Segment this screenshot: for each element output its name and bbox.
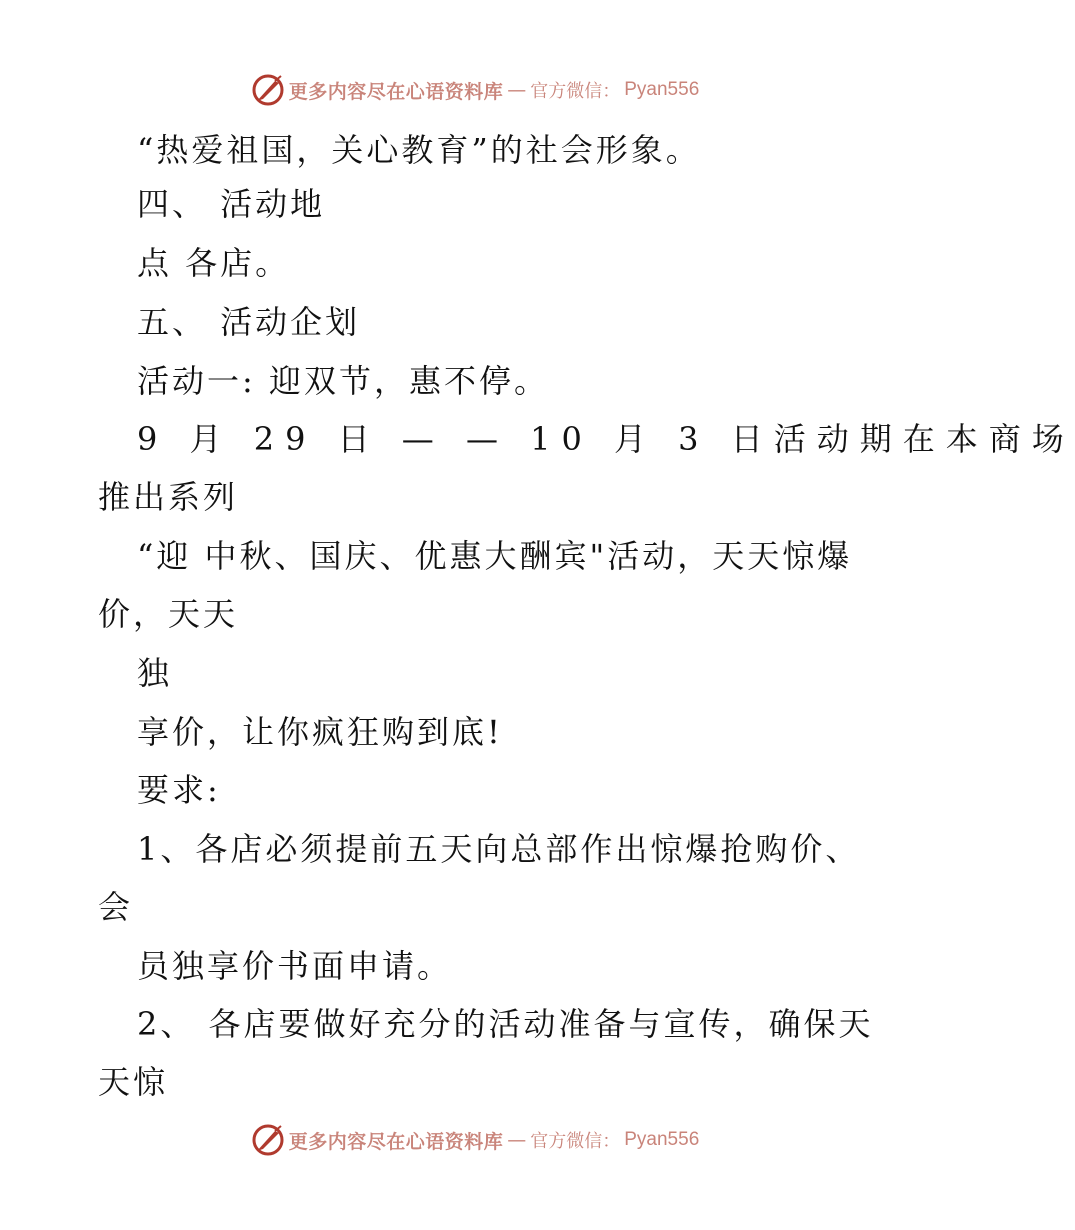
header-watermark xyxy=(0,70,950,110)
text-line: 推出系列 xyxy=(98,478,239,516)
quill-logo-icon xyxy=(251,1123,285,1157)
watermark-main-text: 更多内容尽在心语资料库 xyxy=(288,1130,504,1153)
text-line: “热爱祖国，关心教育”的社会形象。 xyxy=(137,131,701,169)
section-heading: 四、 活动地 xyxy=(137,185,326,223)
text-line: 员独享价书面申请。 xyxy=(137,947,453,985)
text-line: 要求: xyxy=(137,771,221,809)
watermark-wechat-label: 官方微信： xyxy=(530,1131,621,1152)
text-line: 活动一: 迎双节，惠不停。 xyxy=(137,362,549,400)
text-line: 点 各店。 xyxy=(137,244,291,282)
text-line: 独 xyxy=(137,654,173,692)
section-heading: 五、 活动企划 xyxy=(137,303,361,341)
text-line: 9 月 29 日 — — 10 月 3 日活动期在本商场 xyxy=(137,420,1075,458)
watermark-dash: — xyxy=(507,79,527,101)
watermark-wechat-label: 官方微信： xyxy=(530,81,621,102)
text-line: 享价，让你疯狂购到底! xyxy=(137,713,503,751)
text-line: 价，天天 xyxy=(98,595,239,633)
list-item: 1、各店必须提前五天向总部作出惊爆抢购价、 xyxy=(137,830,861,868)
watermark-wechat-id: Pyan556 xyxy=(624,1129,700,1150)
watermark-main-text: 更多内容尽在心语资料库 xyxy=(288,80,504,103)
watermark-wechat-id: Pyan556 xyxy=(624,79,700,100)
text-line: “迎 中秋、国庆、优惠大酬宾"活动，天天惊爆 xyxy=(137,537,853,575)
text-line: 会 xyxy=(98,888,134,926)
text-line: 天惊 xyxy=(98,1063,169,1101)
quill-logo-icon xyxy=(251,73,285,107)
footer-watermark xyxy=(0,1120,950,1160)
watermark-dash: — xyxy=(507,1129,527,1151)
list-item: 2、 各店要做好充分的活动准备与宣传，确保天 xyxy=(137,1005,874,1043)
